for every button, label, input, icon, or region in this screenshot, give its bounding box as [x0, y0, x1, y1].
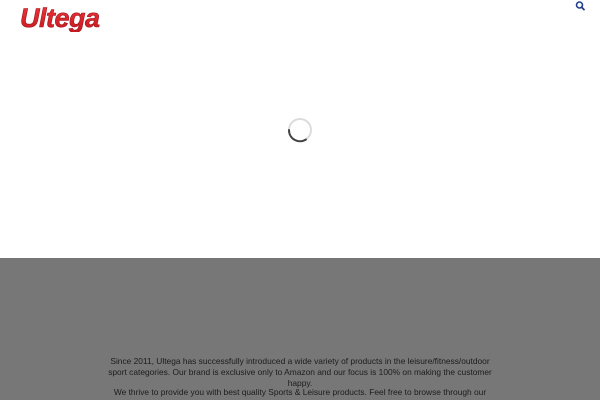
- about-paragraph-1: Since 2011, Ultega has successfully introduced a wide variety of products in the leisure/fitness/outdoor sport categories. Our brand is exclusive only to Amazon and our focus is 100% on making the customer happy.: [108, 356, 492, 388]
- search-button[interactable]: [574, 0, 588, 14]
- search-icon: [574, 0, 588, 14]
- site-header: [0, 0, 600, 40]
- loading-spinner: [286, 116, 314, 144]
- logo-text: Ultega: [20, 4, 100, 32]
- ultega-logo[interactable]: [18, 4, 162, 32]
- logo-wordmark: [18, 4, 162, 32]
- about-paragraph-2: We thrive to provide you with best quality Sports & Leisure products. Feel free to browse through our: [113, 387, 487, 397]
- spinner-icon: [286, 116, 314, 144]
- about-section: [0, 258, 600, 400]
